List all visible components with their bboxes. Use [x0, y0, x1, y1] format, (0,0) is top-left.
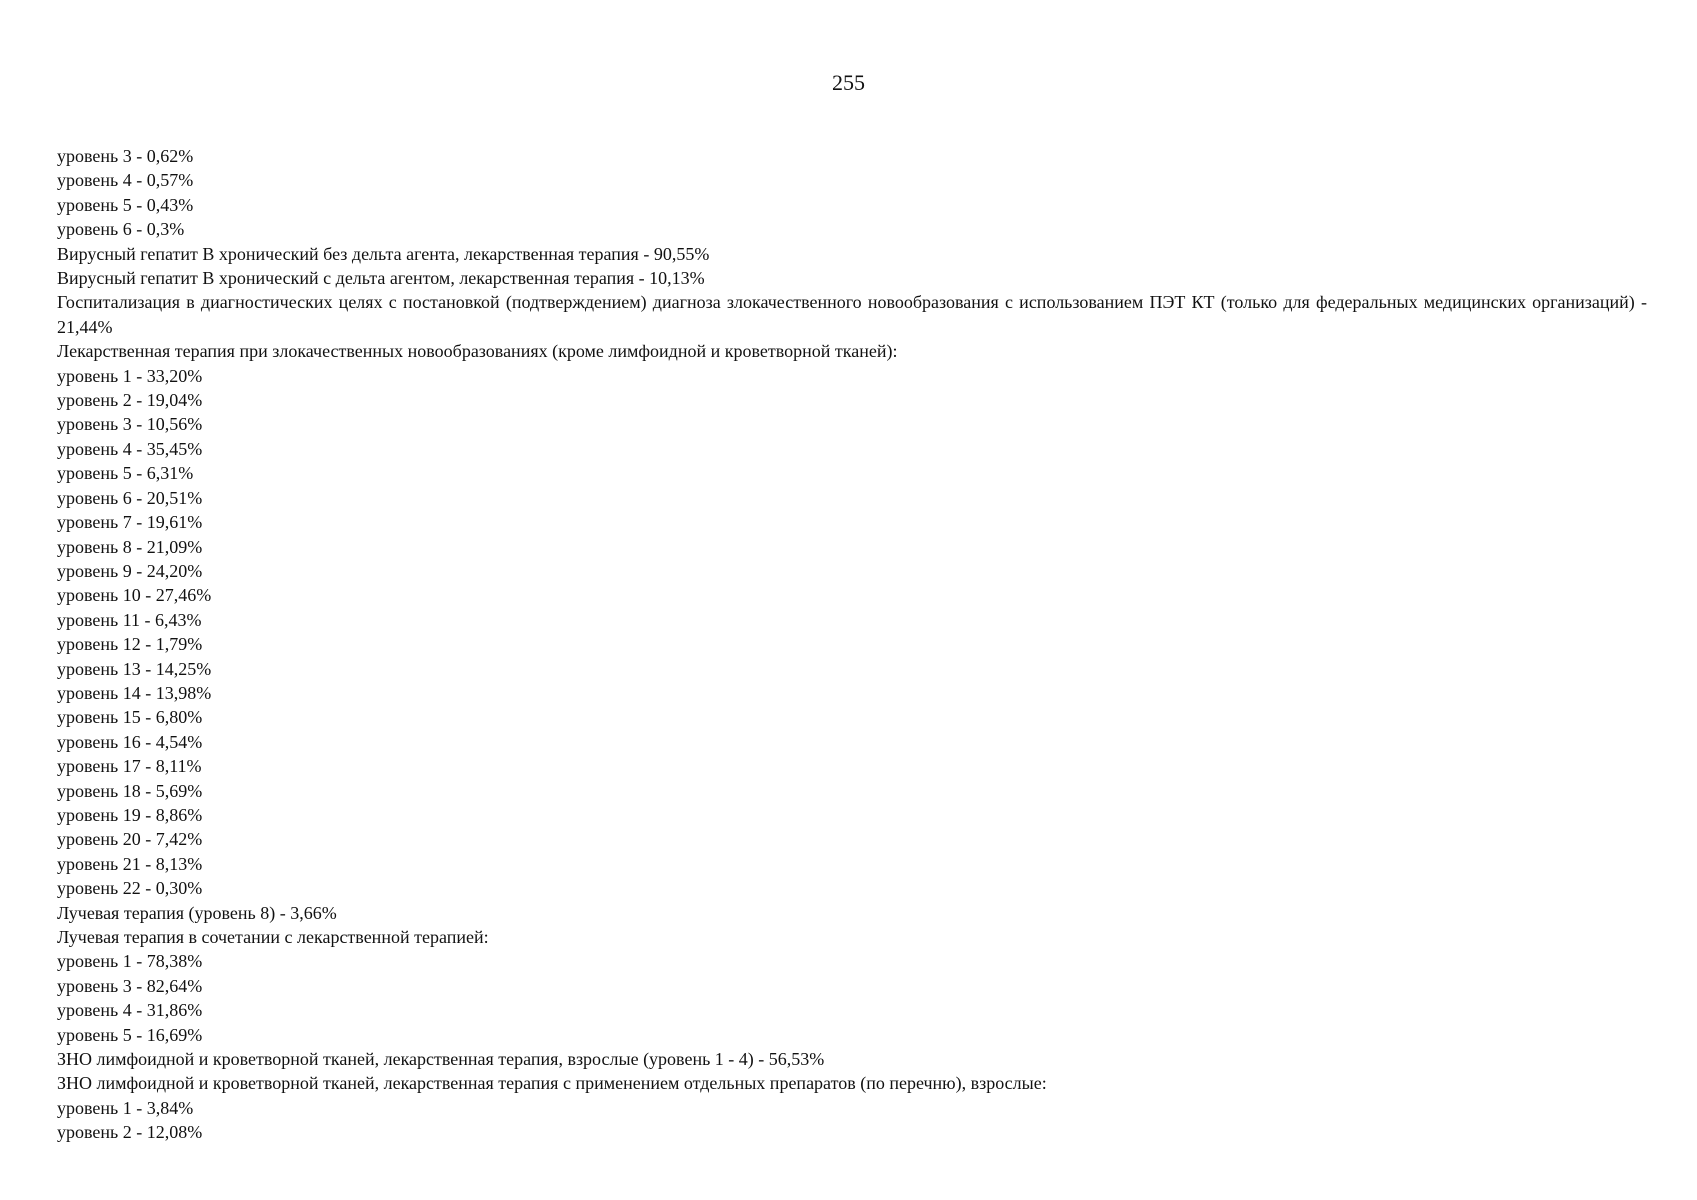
text-line: уровень 21 - 8,13% [57, 853, 203, 874]
text-line: уровень 1 - 78,38% [57, 951, 203, 972]
text-line: уровень 18 - 5,69% [57, 780, 203, 801]
text-line: ЗНО лимфоидной и кроветворной тканей, лекарственная терапия с применением отдельных препаратов (по перечню), взрослые: [57, 1073, 1047, 1094]
hospitalization-paragraph: Госпитализация в диагностических целях с постановкой (подтверждением) диагноза злокачественного новообразования с использованием ПЭТ КТ (только для федеральных медицинских организаций) - 21,44% [57, 292, 1647, 337]
text-line: уровень 22 - 0,30% [57, 878, 203, 899]
text-line: уровень 14 - 13,98% [57, 682, 212, 703]
text-line: уровень 3 - 0,62% [57, 146, 194, 166]
text-line: уровень 3 - 82,64% [57, 975, 203, 996]
text-line: уровень 1 - 33,20% [57, 365, 203, 386]
text-line: уровень 3 - 10,56% [57, 414, 203, 435]
text-line: уровень 17 - 8,11% [57, 756, 202, 777]
text-line: Лекарственная терапия при злокачественных новообразованиях (кроме лимфоидной и кроветворной тканей): [57, 341, 898, 362]
text-line: ЗНО лимфоидной и кроветворной тканей, лекарственная терапия, взрослые (уровень 1 - 4) - 56,53% [57, 1049, 825, 1070]
text-line: уровень 2 - 19,04% [57, 390, 203, 411]
text-line: уровень 11 - 6,43% [57, 609, 202, 630]
text-line: уровень 7 - 19,61% [57, 512, 203, 533]
text-line: уровень 15 - 6,80% [57, 707, 203, 728]
text-line: Лучевая терапия в сочетании с лекарственной терапией: [57, 927, 489, 947]
text-line: уровень 6 - 0,3% [57, 219, 185, 240]
text-line: уровень 4 - 35,45% [57, 438, 203, 459]
page-number: 255 [832, 70, 865, 95]
text-line: уровень 9 - 24,20% [57, 560, 203, 581]
text-line: Лучевая терапия (уровень 8) - 3,66% [57, 902, 337, 923]
text-line: уровень 16 - 4,54% [57, 731, 203, 752]
text-line: уровень 13 - 14,25% [57, 658, 212, 679]
text-line: уровень 6 - 20,51% [57, 487, 203, 508]
document-body [57, 144, 1647, 1145]
text-line: уровень 5 - 0,43% [57, 194, 194, 215]
text-line: уровень 12 - 1,79% [57, 634, 203, 655]
text-line: уровень 8 - 21,09% [57, 536, 203, 557]
text-line: уровень 1 - 3,84% [57, 1097, 194, 1118]
text-line: уровень 5 - 16,69% [57, 1024, 203, 1045]
text-line: уровень 4 - 0,57% [57, 170, 194, 191]
text-line: уровень 2 - 12,08% [57, 1122, 203, 1143]
text-line: уровень 4 - 31,86% [57, 1000, 203, 1021]
text-line: уровень 5 - 6,31% [57, 463, 194, 484]
text-line: уровень 19 - 8,86% [57, 804, 203, 825]
text-line: Вирусный гепатит B хронический с дельта агентом, лекарственная терапия - 10,13% [57, 268, 705, 289]
text-line: уровень 20 - 7,42% [57, 829, 203, 850]
text-line: Вирусный гепатит B хронический без дельта агента, лекарственная терапия - 90,55% [57, 243, 710, 264]
text-line: уровень 10 - 27,46% [57, 585, 212, 606]
